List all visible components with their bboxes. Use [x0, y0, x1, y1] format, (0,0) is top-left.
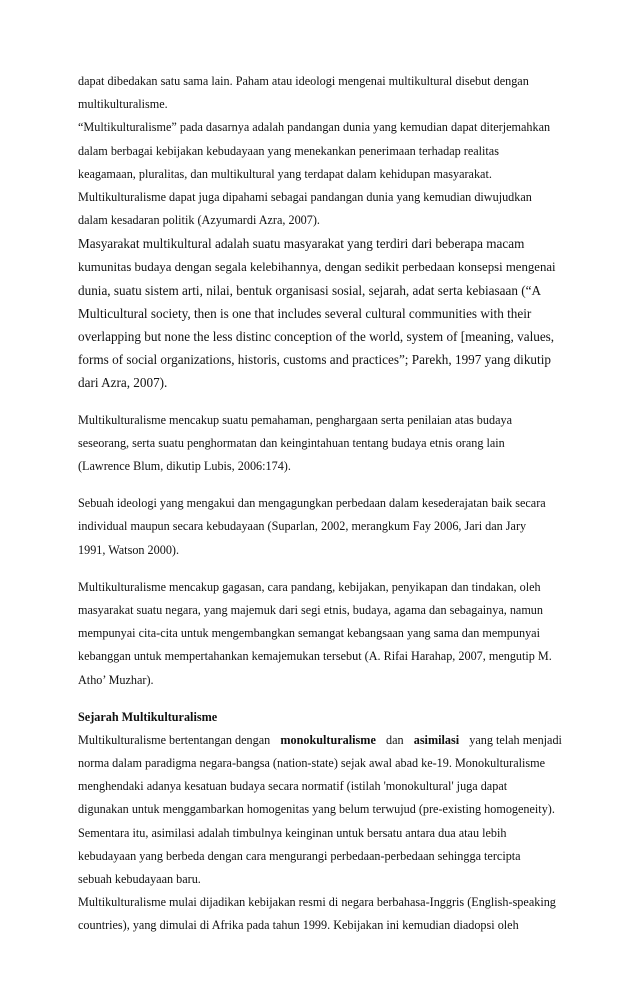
- text-line: [78, 279, 562, 302]
- text-line: [78, 93, 562, 116]
- text-line: [78, 186, 562, 209]
- text-line: [78, 302, 562, 325]
- paragraph-gap: [78, 562, 562, 576]
- text-line: [78, 775, 562, 798]
- line-text: Masyarakat multikultural adalah suatu masyarakat yang terdiri dari beberapa macam: [78, 236, 525, 252]
- text-line: [78, 432, 562, 455]
- text-line: [78, 409, 562, 432]
- line-text: countries), yang dimulai di Afrika pada tahun 1999. Kebijakan ini kemudian diadopsi oleh: [78, 918, 519, 933]
- text-line: [78, 232, 562, 255]
- text-line: [78, 539, 562, 562]
- text-line: [78, 798, 562, 821]
- line-text: Multikulturalisme bertentangan dengan: [78, 732, 271, 747]
- text-line: [78, 140, 562, 163]
- text-line: [78, 622, 562, 645]
- line-text: dalam berbagai kebijakan kebudayaan yang menekankan penerimaan terhadap realitas: [78, 143, 499, 158]
- text-line: [78, 868, 562, 891]
- bold-term-asimilasi: asimilasi: [413, 732, 460, 747]
- line-text: forms of social organizations, historis, customs and practices”; Parekh, 1997 yang dikutip: [78, 352, 551, 368]
- text-line: [78, 348, 562, 371]
- line-text: Multikulturalisme mencakup gagasan, cara pandang, kebijakan, penyikapan dan tindakan, oleh: [78, 579, 541, 594]
- text-line: [78, 70, 562, 93]
- line-text: norma dalam paradigma negara-bangsa (nation-state) sejak awal abad ke-19. Monokulturalisme: [78, 756, 546, 771]
- section-heading: [78, 706, 562, 729]
- text-line: [78, 209, 562, 232]
- line-text: Multikulturalisme mulai dijadikan kebijakan resmi di negara berbahasa-Inggris (English-speaking: [78, 895, 556, 910]
- line-text: dalam kesadaran politik (Azyumardi Azra, 2007).: [78, 213, 320, 228]
- text-line: [78, 256, 562, 279]
- line-text: kumunitas budaya dengan segala kelebihannya, dengan sedikit perbedaan konsepsi mengenai: [78, 259, 556, 274]
- line-text: (Lawrence Blum, dikutip Lubis, 2006:174).: [78, 459, 291, 473]
- line-text: Sementara itu, asimilasi adalah timbulnya keinginan untuk bersatu antara dua atau lebih: [78, 825, 507, 840]
- line-text: dapat dibedakan satu sama lain. Paham atau ideologi mengenai multikultural disebut dengan: [78, 74, 529, 88]
- text-line: [78, 325, 562, 348]
- paragraph-gap: [78, 395, 562, 409]
- text-line: [78, 891, 562, 914]
- line-text: multikulturalisme.: [78, 97, 168, 112]
- text-line: [78, 669, 562, 692]
- line-text: Multikulturalisme mencakup suatu pemahaman, penghargaan serta penilaian atas budaya: [78, 412, 512, 427]
- line-text: 1991, Watson 2000).: [78, 542, 180, 557]
- text-line: [78, 845, 562, 868]
- text-line: [78, 492, 562, 515]
- line-text: Atho’ Muzhar).: [78, 672, 154, 687]
- document-page: [78, 70, 562, 938]
- paragraph-gap: [78, 692, 562, 706]
- text-line: [78, 455, 562, 478]
- text-line: [78, 645, 562, 668]
- line-text: kebanggan untuk mempertahankan kemajemukan tersebut (A. Rifai Harahap, 2007, mengutip M.: [78, 649, 552, 664]
- line-text: overlapping but none the less distinc conception of the world, system of [meaning, values,: [78, 329, 555, 345]
- text-line: [78, 729, 562, 752]
- text-line: [78, 515, 562, 538]
- line-text: “Multikulturalisme” pada dasarnya adalah pandangan dunia yang kemudian dapat diterjemahkan: [78, 120, 551, 135]
- line-text: Multikulturalisme dapat juga dipahami sebagai pandangan dunia yang kemudian diwujudkan: [78, 189, 532, 204]
- line-text: masyarakat suatu negara, yang majemuk dari segi etnis, budaya, agama dan sebagainya, namun: [78, 602, 543, 617]
- line-text: menghendaki adanya kesatuan budaya secara normatif (istilah 'monokultural' juga dapat: [78, 779, 508, 794]
- bold-term-monokulturalisme: monokulturalisme: [280, 732, 376, 747]
- line-text: mempunyai cita-cita untuk mengembangkan semangat kebangsaan yang sama dan mempunyai: [78, 626, 540, 641]
- text-line: [78, 822, 562, 845]
- line-text: dunia, suatu sistem arti, nilai, bentuk organisasi sosial, sejarah, adat serta kebiasaan (“A: [78, 282, 542, 298]
- heading-text: Sejarah Multikulturalisme: [78, 709, 218, 724]
- line-text: Sebuah ideologi yang mengakui dan mengagungkan perbedaan dalam kesederajatan baik secara: [78, 496, 546, 511]
- line-text: dan: [385, 732, 404, 747]
- paragraph-gap: [78, 478, 562, 492]
- line-text: dari Azra, 2007).: [78, 375, 168, 391]
- line-text: keagamaan, pluralitas, dan multikultural yang terdapat dalam kehidupan masyarakat.: [78, 166, 492, 181]
- text-line: [78, 576, 562, 599]
- text-line: [78, 599, 562, 622]
- text-line: [78, 116, 562, 139]
- text-line: [78, 163, 562, 186]
- line-text: individual maupun secara kebudayaan (Suparlan, 2002, merangkum Fay 2006, Jari dan Jary: [78, 519, 527, 534]
- line-text: sebuah kebudayaan baru.: [78, 872, 201, 886]
- line-text: seseorang, serta suatu penghormatan dan keingintahuan tentang budaya etnis orang lain: [78, 435, 505, 450]
- line-text: Multicultural society, then is one that includes several cultural communities with their: [78, 305, 532, 321]
- text-line: [78, 752, 562, 775]
- line-text: digunakan untuk menggambarkan homogenitas yang belum terwujud (pre-existing homogeneity).: [78, 802, 555, 817]
- line-text: kebudayaan yang berbeda dengan cara mengurangi perbedaan-perbedaan sehingga tercipta: [78, 848, 521, 863]
- text-line: [78, 371, 562, 394]
- text-line: [78, 914, 562, 937]
- line-text: yang telah menjadi: [469, 732, 562, 747]
